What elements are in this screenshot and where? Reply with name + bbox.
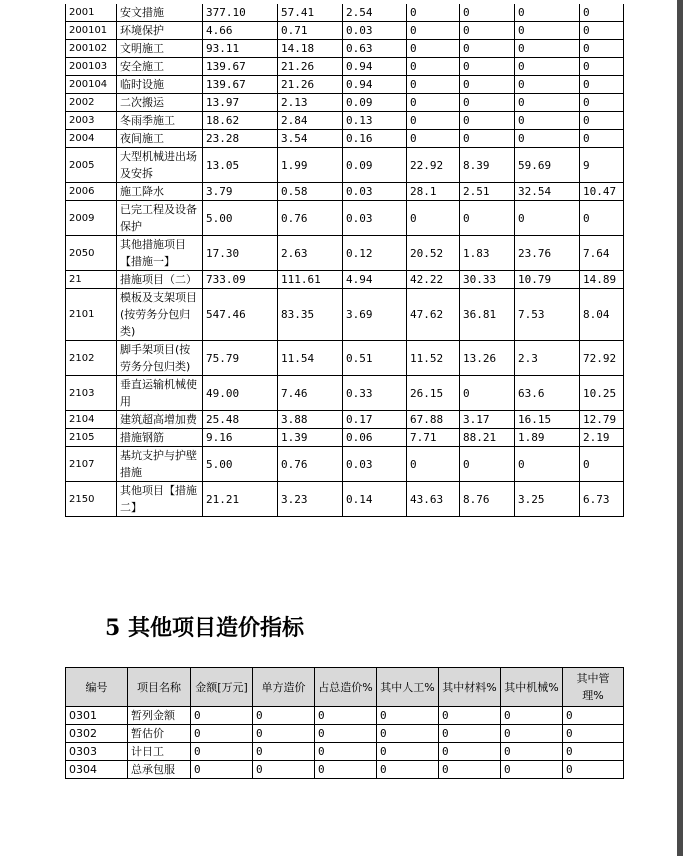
item-name-cell: 建筑超高增加费: [117, 411, 203, 429]
value-cell: 0: [460, 130, 515, 148]
value-cell: 13.05: [203, 148, 278, 183]
value-cell: 2.51: [460, 183, 515, 201]
value-cell: 14.18: [278, 40, 343, 58]
value-cell: 0.09: [343, 94, 407, 112]
table-row: [66, 148, 624, 183]
value-cell: 0.71: [278, 22, 343, 40]
value-cell: 0: [377, 725, 439, 743]
value-cell: 0: [580, 76, 624, 94]
value-cell: 0.03: [343, 201, 407, 236]
item-name-cell: 模板及支架项目(按劳务分包归类): [117, 289, 203, 341]
value-cell: 0: [407, 58, 460, 76]
table-row: [66, 341, 624, 376]
item-code-cell: 0302: [66, 725, 128, 743]
value-cell: 63.6: [515, 376, 580, 411]
value-cell: 0: [515, 76, 580, 94]
value-cell: 21.21: [203, 482, 278, 517]
value-cell: 22.92: [407, 148, 460, 183]
item-name-cell: 总承包服: [128, 761, 191, 779]
value-cell: 93.11: [203, 40, 278, 58]
table-row: [66, 411, 624, 429]
value-cell: 0: [315, 743, 377, 761]
item-code-cell: 2001: [66, 4, 117, 22]
value-cell: 0: [377, 743, 439, 761]
value-cell: 0: [407, 447, 460, 482]
value-cell: 0: [191, 743, 253, 761]
other-items-cost-table: [65, 667, 624, 779]
item-code-cell: 2102: [66, 341, 117, 376]
value-cell: 8.76: [460, 482, 515, 517]
value-cell: 7.71: [407, 429, 460, 447]
value-cell: 0: [515, 447, 580, 482]
value-cell: 0: [253, 761, 315, 779]
item-name-cell: 计日工: [128, 743, 191, 761]
value-cell: 1.39: [278, 429, 343, 447]
value-cell: 8.39: [460, 148, 515, 183]
value-cell: 88.21: [460, 429, 515, 447]
value-cell: 0: [191, 725, 253, 743]
table-row: [66, 112, 624, 130]
item-code-cell: 200104: [66, 76, 117, 94]
table-row: [66, 4, 624, 22]
value-cell: 0.76: [278, 201, 343, 236]
item-name-cell: 临时设施: [117, 76, 203, 94]
value-cell: 0: [563, 725, 624, 743]
value-cell: 0.76: [278, 447, 343, 482]
table-row: [66, 76, 624, 94]
item-code-cell: 200102: [66, 40, 117, 58]
table-row: [66, 289, 624, 341]
page-edge: [677, 0, 683, 856]
table-row: [66, 376, 624, 411]
column-header: 单方造价: [253, 668, 315, 707]
item-name-cell: 基坑支护与护壁措施: [117, 447, 203, 482]
item-code-cell: 200101: [66, 22, 117, 40]
item-code-cell: 2005: [66, 148, 117, 183]
value-cell: 2.19: [580, 429, 624, 447]
value-cell: 0: [515, 130, 580, 148]
value-cell: 0: [460, 76, 515, 94]
value-cell: 72.92: [580, 341, 624, 376]
value-cell: 0: [439, 743, 501, 761]
value-cell: 0: [253, 743, 315, 761]
value-cell: 0: [315, 707, 377, 725]
item-name-cell: 环境保护: [117, 22, 203, 40]
value-cell: 0.94: [343, 58, 407, 76]
item-name-cell: 其他项目【措施二】: [117, 482, 203, 517]
value-cell: 0.09: [343, 148, 407, 183]
table-row: [66, 94, 624, 112]
item-code-cell: 2002: [66, 94, 117, 112]
value-cell: 26.15: [407, 376, 460, 411]
table-row: [66, 130, 624, 148]
value-cell: 3.54: [278, 130, 343, 148]
item-code-cell: 0304: [66, 761, 128, 779]
column-header: 占总造价%: [315, 668, 377, 707]
value-cell: 14.89: [580, 271, 624, 289]
value-cell: 16.15: [515, 411, 580, 429]
value-cell: 139.67: [203, 76, 278, 94]
column-header: 项目名称: [128, 668, 191, 707]
value-cell: 0: [439, 707, 501, 725]
item-code-cell: 2006: [66, 183, 117, 201]
value-cell: 13.97: [203, 94, 278, 112]
value-cell: 23.76: [515, 236, 580, 271]
value-cell: 30.33: [460, 271, 515, 289]
value-cell: 67.88: [407, 411, 460, 429]
item-name-cell: 已完工程及设备保护: [117, 201, 203, 236]
item-name-cell: 措施项目（二）: [117, 271, 203, 289]
value-cell: 28.1: [407, 183, 460, 201]
value-cell: 0.03: [343, 183, 407, 201]
value-cell: 0: [315, 725, 377, 743]
value-cell: 0: [515, 201, 580, 236]
measures-cost-table: [65, 4, 624, 517]
value-cell: 9: [580, 148, 624, 183]
value-cell: 0: [460, 4, 515, 22]
value-cell: 111.61: [278, 271, 343, 289]
value-cell: 1.99: [278, 148, 343, 183]
section-heading: 5 其他项目造价指标: [105, 615, 304, 641]
item-code-cell: 2103: [66, 376, 117, 411]
table-header-row: [66, 668, 624, 707]
table-row: [66, 58, 624, 76]
value-cell: 0: [191, 707, 253, 725]
item-name-cell: 措施钢筋: [117, 429, 203, 447]
column-header: 其中材料%: [439, 668, 501, 707]
value-cell: 547.46: [203, 289, 278, 341]
value-cell: 49.00: [203, 376, 278, 411]
table-row: [66, 201, 624, 236]
item-code-cell: 0303: [66, 743, 128, 761]
value-cell: 0: [580, 40, 624, 58]
value-cell: 2.3: [515, 341, 580, 376]
value-cell: 3.23: [278, 482, 343, 517]
value-cell: 0: [515, 40, 580, 58]
item-code-cell: 2101: [66, 289, 117, 341]
value-cell: 0: [315, 761, 377, 779]
item-name-cell: 垂直运输机械使用: [117, 376, 203, 411]
column-header: 编号: [66, 668, 128, 707]
value-cell: 2.54: [343, 4, 407, 22]
value-cell: 0: [515, 4, 580, 22]
value-cell: 1.83: [460, 236, 515, 271]
value-cell: 25.48: [203, 411, 278, 429]
item-code-cell: 2050: [66, 236, 117, 271]
value-cell: 0: [563, 761, 624, 779]
value-cell: 4.94: [343, 271, 407, 289]
value-cell: 0: [439, 725, 501, 743]
value-cell: 10.47: [580, 183, 624, 201]
item-name-cell: 暂估价: [128, 725, 191, 743]
value-cell: 0: [515, 94, 580, 112]
column-header: 其中人工%: [377, 668, 439, 707]
value-cell: 20.52: [407, 236, 460, 271]
value-cell: 10.25: [580, 376, 624, 411]
value-cell: 7.64: [580, 236, 624, 271]
value-cell: 12.79: [580, 411, 624, 429]
item-name-cell: 安全施工: [117, 58, 203, 76]
table-row: [66, 429, 624, 447]
item-code-cell: 2150: [66, 482, 117, 517]
value-cell: 0.17: [343, 411, 407, 429]
column-header: 金额[万元]: [191, 668, 253, 707]
value-cell: 0: [580, 94, 624, 112]
item-name-cell: 脚手架项目(按劳务分包归类): [117, 341, 203, 376]
column-header: 其中管理%: [563, 668, 624, 707]
value-cell: 2.84: [278, 112, 343, 130]
value-cell: 3.25: [515, 482, 580, 517]
value-cell: 36.81: [460, 289, 515, 341]
value-cell: 59.69: [515, 148, 580, 183]
item-name-cell: 安文措施: [117, 4, 203, 22]
value-cell: 0: [407, 201, 460, 236]
item-code-cell: 200103: [66, 58, 117, 76]
item-name-cell: 夜间施工: [117, 130, 203, 148]
value-cell: 0.33: [343, 376, 407, 411]
value-cell: 7.46: [278, 376, 343, 411]
value-cell: 0: [563, 707, 624, 725]
table-row: [66, 761, 624, 779]
value-cell: 0: [515, 22, 580, 40]
item-code-cell: 0301: [66, 707, 128, 725]
value-cell: 0: [460, 376, 515, 411]
value-cell: 0.03: [343, 22, 407, 40]
value-cell: 1.89: [515, 429, 580, 447]
value-cell: 0: [580, 447, 624, 482]
value-cell: 0: [501, 761, 563, 779]
value-cell: 0.51: [343, 341, 407, 376]
value-cell: 0: [460, 94, 515, 112]
table-row: [66, 22, 624, 40]
value-cell: 0: [460, 112, 515, 130]
value-cell: 43.63: [407, 482, 460, 517]
value-cell: 23.28: [203, 130, 278, 148]
value-cell: 0: [407, 40, 460, 58]
column-header: 其中机械%: [501, 668, 563, 707]
value-cell: 0: [515, 58, 580, 76]
value-cell: 42.22: [407, 271, 460, 289]
value-cell: 0.13: [343, 112, 407, 130]
value-cell: 8.04: [580, 289, 624, 341]
value-cell: 13.26: [460, 341, 515, 376]
value-cell: 11.52: [407, 341, 460, 376]
value-cell: 0.58: [278, 183, 343, 201]
value-cell: 0: [501, 725, 563, 743]
value-cell: 83.35: [278, 289, 343, 341]
value-cell: 5.00: [203, 447, 278, 482]
value-cell: 7.53: [515, 289, 580, 341]
value-cell: 0: [253, 725, 315, 743]
table-row: [66, 725, 624, 743]
table-row: [66, 236, 624, 271]
value-cell: 0: [407, 112, 460, 130]
value-cell: 139.67: [203, 58, 278, 76]
value-cell: 3.88: [278, 411, 343, 429]
value-cell: 0: [407, 94, 460, 112]
item-code-cell: 21: [66, 271, 117, 289]
table-row: [66, 707, 624, 725]
value-cell: 0: [580, 112, 624, 130]
value-cell: 0: [501, 707, 563, 725]
value-cell: 0.12: [343, 236, 407, 271]
table-row: [66, 447, 624, 482]
value-cell: 0: [515, 112, 580, 130]
value-cell: 4.66: [203, 22, 278, 40]
value-cell: 0: [407, 76, 460, 94]
value-cell: 0.14: [343, 482, 407, 517]
item-code-cell: 2004: [66, 130, 117, 148]
value-cell: 2.13: [278, 94, 343, 112]
table-row: [66, 40, 624, 58]
value-cell: 377.10: [203, 4, 278, 22]
value-cell: 3.17: [460, 411, 515, 429]
value-cell: 5.00: [203, 201, 278, 236]
value-cell: 0.06: [343, 429, 407, 447]
value-cell: 3.79: [203, 183, 278, 201]
value-cell: 0.16: [343, 130, 407, 148]
item-code-cell: 2009: [66, 201, 117, 236]
value-cell: 0: [501, 743, 563, 761]
item-name-cell: 二次搬运: [117, 94, 203, 112]
value-cell: 47.62: [407, 289, 460, 341]
value-cell: 2.63: [278, 236, 343, 271]
item-name-cell: 文明施工: [117, 40, 203, 58]
item-name-cell: 大型机械进出场及安拆: [117, 148, 203, 183]
table-row: [66, 183, 624, 201]
table-row: [66, 271, 624, 289]
value-cell: 0: [580, 4, 624, 22]
item-code-cell: 2105: [66, 429, 117, 447]
value-cell: 0: [580, 58, 624, 76]
value-cell: 0: [460, 58, 515, 76]
value-cell: 0.94: [343, 76, 407, 94]
value-cell: 0: [377, 761, 439, 779]
item-name-cell: 冬雨季施工: [117, 112, 203, 130]
value-cell: 9.16: [203, 429, 278, 447]
value-cell: 0: [563, 743, 624, 761]
value-cell: 17.30: [203, 236, 278, 271]
value-cell: 21.26: [278, 58, 343, 76]
value-cell: 0: [407, 130, 460, 148]
value-cell: 57.41: [278, 4, 343, 22]
value-cell: 6.73: [580, 482, 624, 517]
value-cell: 0: [407, 22, 460, 40]
value-cell: 0: [377, 707, 439, 725]
value-cell: 0: [407, 4, 460, 22]
value-cell: 10.79: [515, 271, 580, 289]
value-cell: 0.63: [343, 40, 407, 58]
value-cell: 75.79: [203, 341, 278, 376]
value-cell: 0: [460, 447, 515, 482]
value-cell: 0: [580, 22, 624, 40]
value-cell: 32.54: [515, 183, 580, 201]
value-cell: 0.03: [343, 447, 407, 482]
value-cell: 11.54: [278, 341, 343, 376]
value-cell: 0: [580, 201, 624, 236]
table-row: [66, 743, 624, 761]
value-cell: 0: [460, 201, 515, 236]
value-cell: 21.26: [278, 76, 343, 94]
value-cell: 0: [580, 130, 624, 148]
value-cell: 18.62: [203, 112, 278, 130]
value-cell: 0: [191, 761, 253, 779]
value-cell: 733.09: [203, 271, 278, 289]
value-cell: 0: [253, 707, 315, 725]
item-name-cell: 暂列金额: [128, 707, 191, 725]
value-cell: 3.69: [343, 289, 407, 341]
item-name-cell: 其他措施项目【措施一】: [117, 236, 203, 271]
item-code-cell: 2107: [66, 447, 117, 482]
item-code-cell: 2003: [66, 112, 117, 130]
value-cell: 0: [460, 22, 515, 40]
value-cell: 0: [439, 761, 501, 779]
table-row: [66, 482, 624, 517]
value-cell: 0: [460, 40, 515, 58]
item-code-cell: 2104: [66, 411, 117, 429]
item-name-cell: 施工降水: [117, 183, 203, 201]
